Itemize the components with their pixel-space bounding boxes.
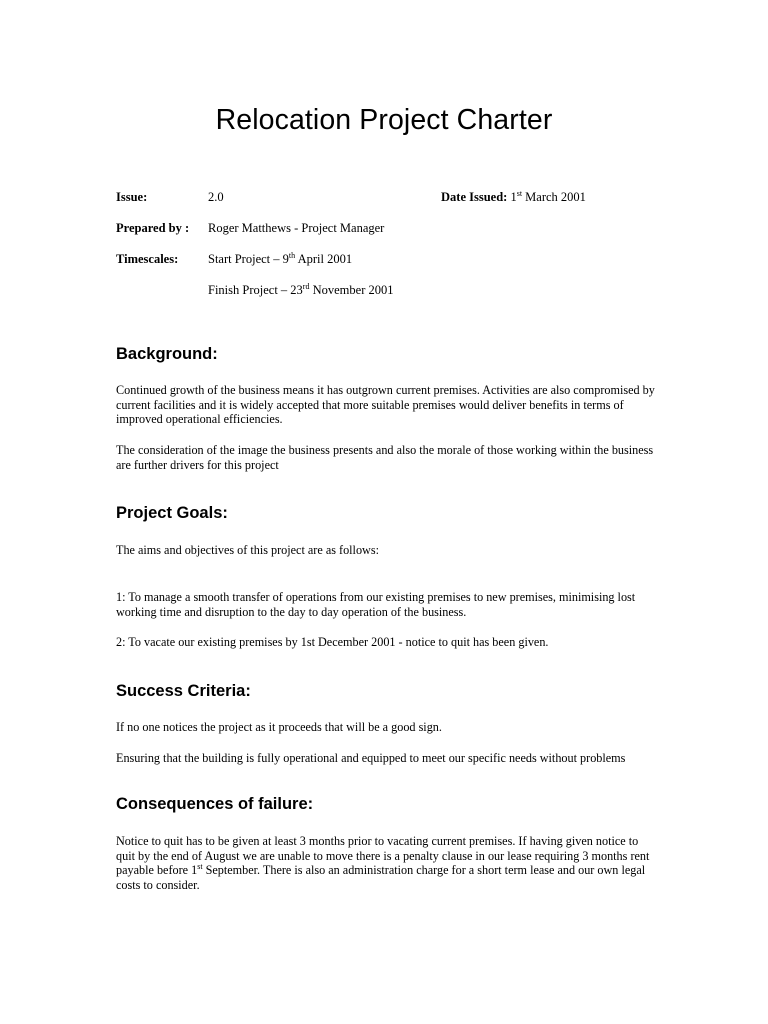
project-goals-intro: The aims and objectives of this project are as follows: xyxy=(116,543,379,557)
finish-project-rest: November 2001 xyxy=(312,283,394,297)
consequences-heading: Consequences of failure: xyxy=(116,795,314,813)
prepared-by-label: Prepared by : xyxy=(116,221,190,235)
start-project-rest: April 2001 xyxy=(297,252,353,266)
prepared-by-value: Roger Matthews - Project Manager xyxy=(208,221,385,235)
finish-project xyxy=(208,282,393,298)
date-issued-suffix: st xyxy=(516,189,523,198)
success-criteria-heading: Success Criteria: xyxy=(116,682,251,700)
consequences-text-end: September. There is also an administration charge for a short term lease and our own legal costs to consider. xyxy=(116,863,646,892)
date-issued-label: Date Issued: xyxy=(441,190,508,204)
start-project-suffix: th xyxy=(288,251,296,260)
success-criteria-paragraph-1: If no one notices the project as it proceeds that will be a good sign. xyxy=(116,720,442,734)
start-project xyxy=(208,251,352,267)
date-issued-day: 1 xyxy=(510,190,517,204)
finish-project-prefix: Finish Project – 23 xyxy=(208,283,303,297)
background-heading: Background: xyxy=(116,345,218,363)
consequences-text-start: Notice to quit has to be given at least 3 months prior to vacating current premises. If having given notice to quit by the end of August we are unable to move there is a penalty clause in our lease requiring 3 months rent payable before 1 xyxy=(116,834,650,878)
background-paragraph-2: The consideration of the image the business presents and also the morale of those working within the business are further drivers for this project xyxy=(116,443,654,472)
finish-project-suffix: rd xyxy=(302,282,310,291)
success-criteria-paragraph-2: Ensuring that the building is fully operational and equipped to meet our specific needs without problems xyxy=(116,751,626,765)
consequences-superscript: st xyxy=(197,862,203,872)
project-goals-heading: Project Goals: xyxy=(116,504,228,522)
issue-value: 2.0 xyxy=(208,190,224,204)
project-goal-2: 2: To vacate our existing premises by 1st December 2001 - notice to quit has been given. xyxy=(116,635,549,649)
date-issued xyxy=(441,189,586,205)
consequences-paragraph xyxy=(116,834,656,892)
timescales-label: Timescales: xyxy=(116,252,179,266)
project-goal-1: 1: To manage a smooth transfer of operations from our existing premises to new premises, minimising lost working time and disruption to the day to day operation of the business. xyxy=(116,590,636,619)
background-paragraph-1: Continued growth of the business means it has outgrown current premises. Activities are also compromised by current facilities and it is widely accepted that more suitable premises would deliver benefits in terms of improved operational efficiencies. xyxy=(116,383,655,427)
issue-label: Issue: xyxy=(116,190,148,204)
date-issued-rest: March 2001 xyxy=(525,190,586,204)
document-title: Relocation Project Charter xyxy=(215,104,553,136)
start-project-prefix: Start Project – 9 xyxy=(208,252,289,266)
